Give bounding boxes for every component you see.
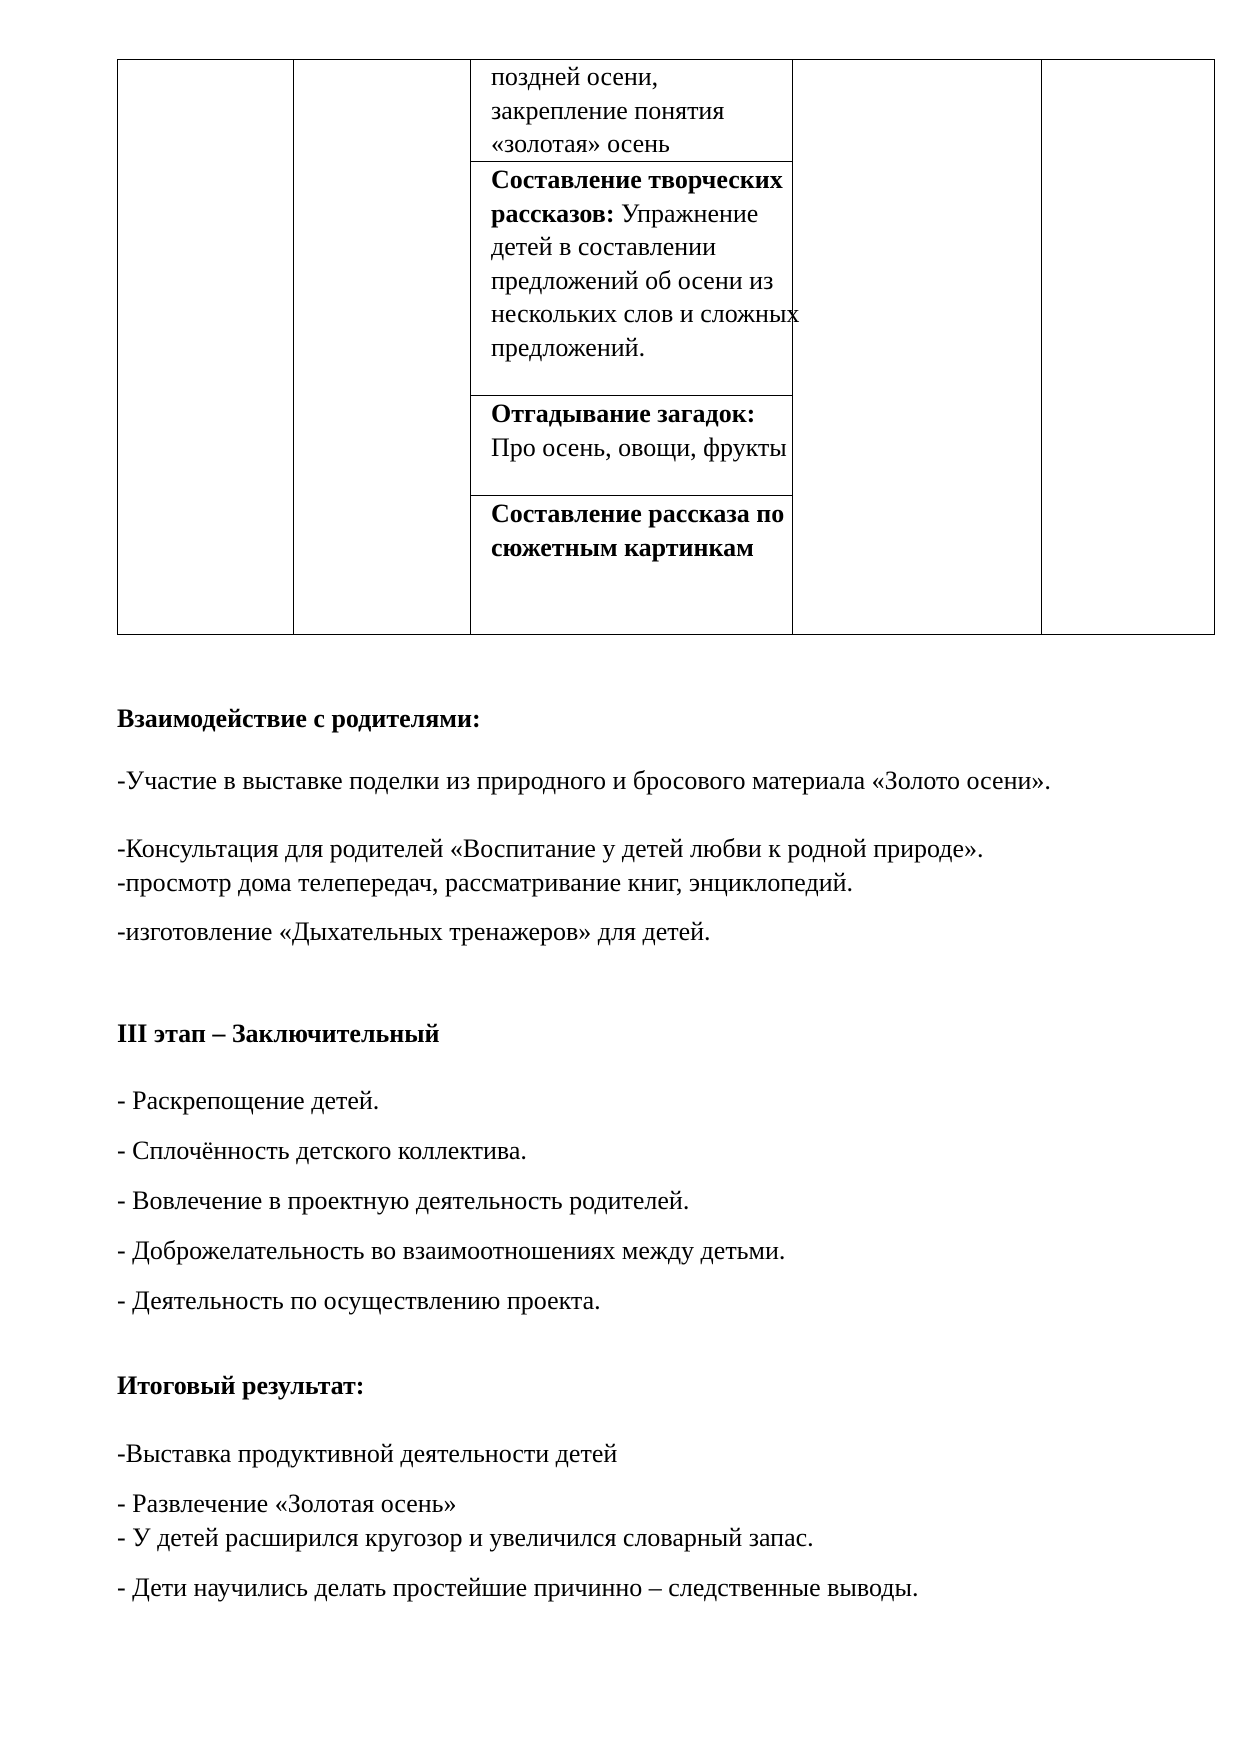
table-column-divider bbox=[293, 60, 294, 634]
cell-title: Составление рассказа по сюжетным картинкам bbox=[491, 499, 785, 562]
stage3-item: - Деятельность по осуществлению проекта. bbox=[117, 1286, 601, 1315]
table-cell-picture-story bbox=[481, 497, 801, 564]
stage3-heading: III этап – Заключительный bbox=[117, 1019, 440, 1048]
table-column-divider bbox=[470, 60, 471, 634]
table-cell-riddles bbox=[481, 397, 801, 464]
parents-item: -просмотр дома телепередач, рассматривание книг, энциклопедий. bbox=[117, 868, 854, 897]
result-item: - У детей расширился кругозор и увеличился словарный запас. bbox=[117, 1523, 814, 1552]
stage3-item: - Вовлечение в проектную деятельность родителей. bbox=[117, 1186, 690, 1215]
activities-table bbox=[117, 59, 1215, 635]
table-cell-late-autumn bbox=[481, 60, 801, 161]
cell-title: Отгадывание загадок: bbox=[491, 399, 756, 428]
table-row-divider bbox=[470, 495, 792, 496]
table-column-divider bbox=[1041, 60, 1042, 634]
table-row-divider bbox=[470, 161, 792, 162]
result-heading: Итоговый результат: bbox=[117, 1371, 365, 1400]
parents-item: -Консультация для родителей «Воспитание у детей любви к родной природе». bbox=[117, 834, 984, 863]
parents-item: -Участие в выставке поделки из природного и бросового материала «Золото осени». bbox=[117, 766, 1051, 795]
table-row-divider bbox=[470, 395, 792, 396]
stage3-item: - Раскрепощение детей. bbox=[117, 1086, 380, 1115]
stage3-item: - Доброжелательность во взаимоотношениях между детьми. bbox=[117, 1236, 786, 1265]
cell-text: поздней осени, закрепление понятия «золотая» осень bbox=[491, 62, 725, 158]
parents-heading: Взаимодействие с родителями: bbox=[117, 704, 481, 733]
parents-item: -изготовление «Дыхательных тренажеров» для детей. bbox=[117, 917, 711, 946]
result-item: - Развлечение «Золотая осень» bbox=[117, 1489, 457, 1518]
cell-text: Про осень, овощи, фрукты bbox=[491, 432, 787, 462]
cell-text: Упражнение детей в составлении предложений об осени из нескольких слов и сложных предложений. bbox=[491, 198, 800, 362]
stage3-item: - Сплочённость детского коллектива. bbox=[117, 1136, 527, 1165]
result-item: -Выставка продуктивной деятельности детей bbox=[117, 1439, 618, 1468]
table-cell-creative-stories bbox=[481, 163, 801, 364]
result-item: - Дети научились делать простейшие причинно – следственные выводы. bbox=[117, 1573, 919, 1602]
cell-title: Составление творческих рассказов: bbox=[491, 165, 783, 228]
